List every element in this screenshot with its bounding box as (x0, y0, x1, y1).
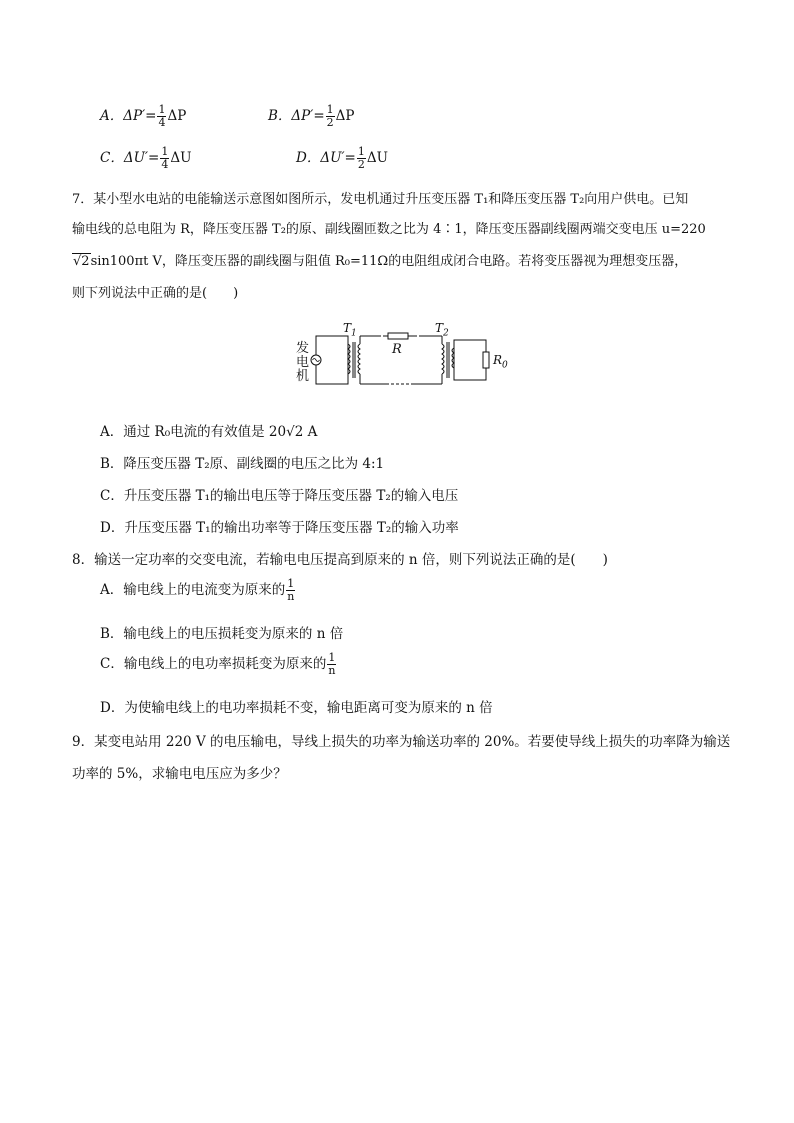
q7-line-3-rest: sin100πt V，降压变压器的副线圈与阻值 R₀=11Ω的电阻组成闭合电路。若将变压器视为理想变压器， (90, 254, 688, 269)
r-label: R (392, 342, 402, 357)
fraction-numerator: 1 (161, 145, 169, 159)
t2-primary-coil (442, 344, 444, 374)
option-letter: B． (268, 108, 292, 124)
generator-label-char: 机 (296, 369, 310, 384)
fraction (357, 146, 366, 170)
fraction-numerator: 1 (326, 103, 334, 117)
option-text: A．输电线上的电流变为原来的 (100, 582, 286, 598)
load-loop (454, 340, 486, 380)
generator-label-char: 电 (296, 355, 310, 370)
q8-option-a (100, 578, 296, 603)
generator-label (296, 342, 310, 384)
option-letter: A． (100, 108, 124, 124)
r0-label: $R_0$ (493, 353, 508, 371)
fraction (160, 146, 169, 170)
q8-option-b: B．输电线上的电压损耗变为原来的 n 倍 (100, 626, 344, 642)
fraction-denominator: 2 (357, 158, 365, 171)
q7-option-a: A．通过 R₀电流的有效值是 20√2 A (100, 424, 318, 440)
q7-line-4: 则下列说法中正确的是( ) (72, 286, 239, 301)
option-formula-pre: ΔP′= (291, 108, 325, 124)
q6-option-b (268, 104, 354, 129)
power-transmission-diagram (296, 322, 506, 398)
fraction-numerator: 1 (328, 651, 336, 665)
t2-label: $T_2$ (435, 321, 449, 339)
generator-label-char: 发 (296, 341, 310, 356)
fraction-denominator: 4 (158, 116, 166, 129)
fraction-numerator: 1 (287, 577, 295, 591)
fraction-numerator: 1 (357, 145, 365, 159)
option-letter: D． (296, 150, 321, 166)
q9-line-2: 功率的 5%，求输电电压应为多少？ (72, 766, 287, 782)
q7-line-2: 输电线的总电阻为 R，降压变压器 T₂的原、副线圈匝数之比为 4∶1，降压变压器副线圈两端交变电压 u=220 (72, 222, 706, 237)
option-letter: C． (100, 150, 124, 166)
fraction-denominator: 4 (161, 158, 169, 171)
circuit-svg (296, 322, 506, 394)
q9-line-1: 9．某变电站用 220 V 的电压输电，导线上损失的功率为输送功率的 20%。若要使导线上损失的功率降为输送 (72, 734, 731, 750)
q7-line-1: 7．某小型水电站的电能输送示意图如图所示，发电机通过升压变压器 T₁和降压变压器 T₂向用户供电。已知 (72, 192, 689, 207)
t1-primary-coil (348, 344, 350, 374)
sqrt-expression: √2 (73, 254, 90, 269)
option-formula-post: ΔU (366, 150, 388, 166)
option-formula-pre: ΔU′= (123, 150, 160, 166)
t1-secondary-coil (358, 344, 360, 374)
fraction-denominator: n (328, 664, 336, 677)
fraction-denominator: n (287, 590, 295, 603)
q8-option-c (100, 652, 337, 677)
fraction-denominator: 2 (326, 116, 334, 129)
q6-option-c (100, 146, 192, 171)
fraction (327, 652, 336, 676)
option-formula-pre: ΔU′= (320, 150, 356, 166)
q8-stem: 8．输送一定功率的交变电流，若输电电压提高到原来的 n 倍，则下列说法正确的是( ) (72, 552, 608, 568)
resistor-r0 (483, 352, 489, 368)
option-text: C．输电线上的电功率损耗变为原来的 (100, 656, 327, 672)
q7-line-3 (72, 250, 687, 269)
option-formula-post: ΔP (335, 108, 355, 124)
option-formula-pre: ΔP′= (123, 108, 157, 124)
fraction-numerator: 1 (158, 103, 166, 117)
q7-option-b: B．降压变压器 T₂原、副线圈的电压之比为 4:1 (100, 456, 385, 472)
option-formula-post: ΔU (170, 150, 192, 166)
q7-option-c: C．升压变压器 T₁的输出电压等于降压变压器 T₂的输入电压 (100, 488, 459, 504)
q6-option-d (296, 146, 388, 171)
resistor-r (388, 333, 408, 339)
q7-option-d: D．升压变压器 T₁的输出功率等于降压变压器 T₂的输入功率 (100, 520, 459, 536)
fraction (326, 104, 335, 128)
q8-option-d: D．为使输电线上的电功率损耗不变，输电距离可变为原来的 n 倍 (100, 700, 493, 716)
t1-label: $T_1$ (343, 321, 357, 339)
option-formula-post: ΔP (167, 108, 187, 124)
q6-option-a (100, 104, 186, 129)
fraction (157, 104, 166, 128)
fraction (286, 578, 295, 602)
